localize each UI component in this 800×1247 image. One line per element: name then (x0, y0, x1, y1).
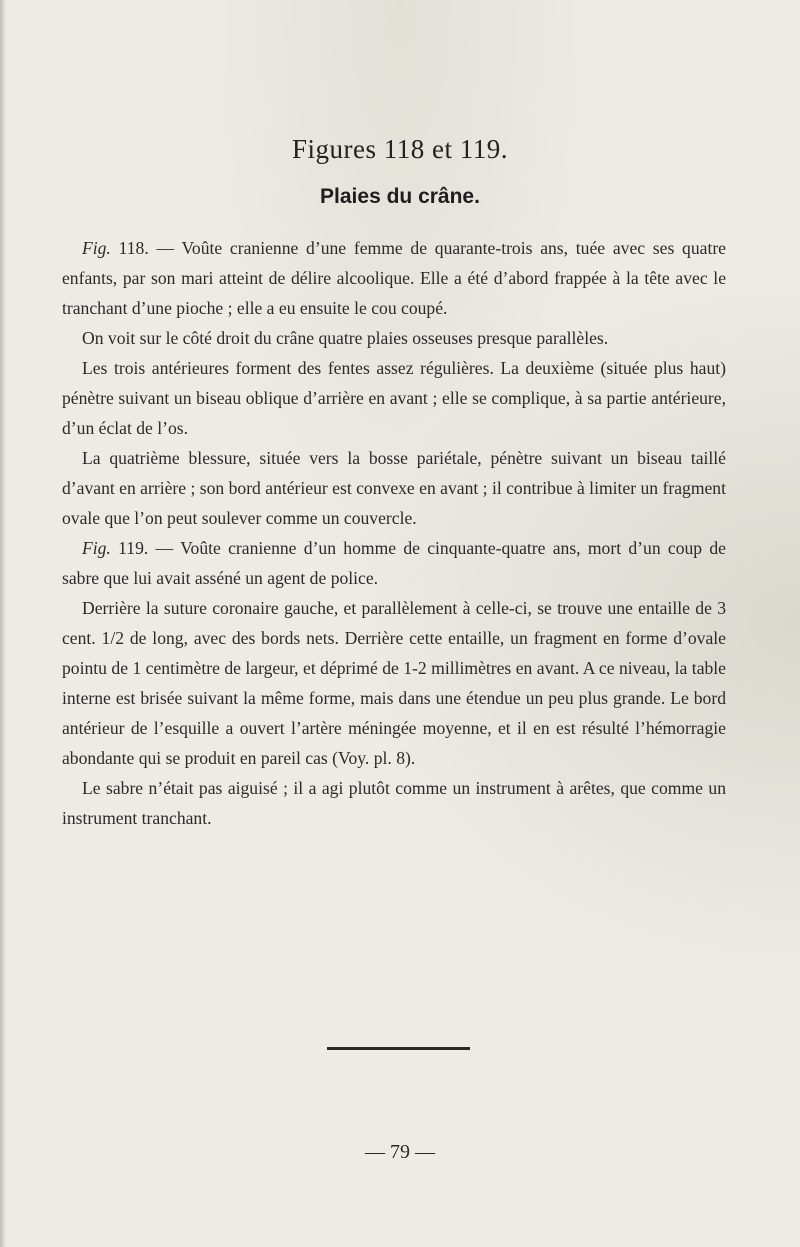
paragraph (62, 593, 726, 773)
paragraph-text: Le sabre n’était pas aiguisé ; il a agi plutôt comme un instrument à arêtes, que comme un instrument tranchant. (62, 778, 726, 828)
paragraph-text: Derrière la suture coronaire gauche, et parallèlement à celle-ci, se trouve une entaille de 3 cent. 1/2 de long, avec des bords nets. Derrière cette entaille, un fragment en forme d’ovale pointu de 1 centimètre de largeur, et déprimé de 1-2 millimètres en avant. A ce niveau, la table interne est brisée suivant la même forme, mais dans une étendue un peu plus grande. Le bord antérieur de l’esquille a ouvert l’artère méningée moyenne, et il en est résulté l’hémorragie abondante qui se produit en pareil cas (Voy. pl. 8). (62, 598, 726, 768)
paragraph-text: 118. — Voûte cranienne d’une femme de quarante-trois ans, tuée avec ses quatre enfants, par son mari atteint de délire alcoolique. Elle a été d’abord frappée à la tête avec le tranchant d’une pioche ; elle a eu ensuite le cou coupé. (62, 238, 726, 318)
section-divider (327, 1047, 470, 1050)
paragraph (62, 773, 726, 833)
body-text (62, 233, 726, 833)
paragraph (62, 443, 726, 533)
paragraph (62, 353, 726, 443)
page-number: — 79 — (365, 1141, 435, 1163)
paragraph-text: Les trois antérieures forment des fentes assez régulières. La deuxième (située plus haut) pénètre suivant un biseau oblique d’arrière en avant ; elle se complique, à sa partie antérieure, d’un éclat de l’os. (62, 358, 726, 438)
paragraph (62, 233, 726, 323)
paragraph-text: On voit sur le côté droit du crâne quatre plaies osseuses presque parallèles. (82, 328, 609, 348)
page-subtitle: Plaies du crâne. (320, 185, 480, 208)
figure-label: Fig. (82, 538, 111, 558)
paragraph-text: La quatrième blessure, située vers la bosse pariétale, pénètre suivant un biseau taillé d’avant en arrière ; son bord antérieur est convexe en avant ; il contribue à limiter un fragment ovale que l’on peut soulever comme un couvercle. (62, 448, 726, 528)
paragraph (62, 533, 726, 593)
page-title: Figures 118 et 119. (292, 134, 508, 164)
paragraph-text: 119. — Voûte cranienne d’un homme de cinquante-quatre ans, mort d’un coup de sabre que lui avait asséné un agent de police. (62, 538, 726, 588)
figure-label: Fig. (82, 238, 111, 258)
paragraph (62, 323, 726, 353)
